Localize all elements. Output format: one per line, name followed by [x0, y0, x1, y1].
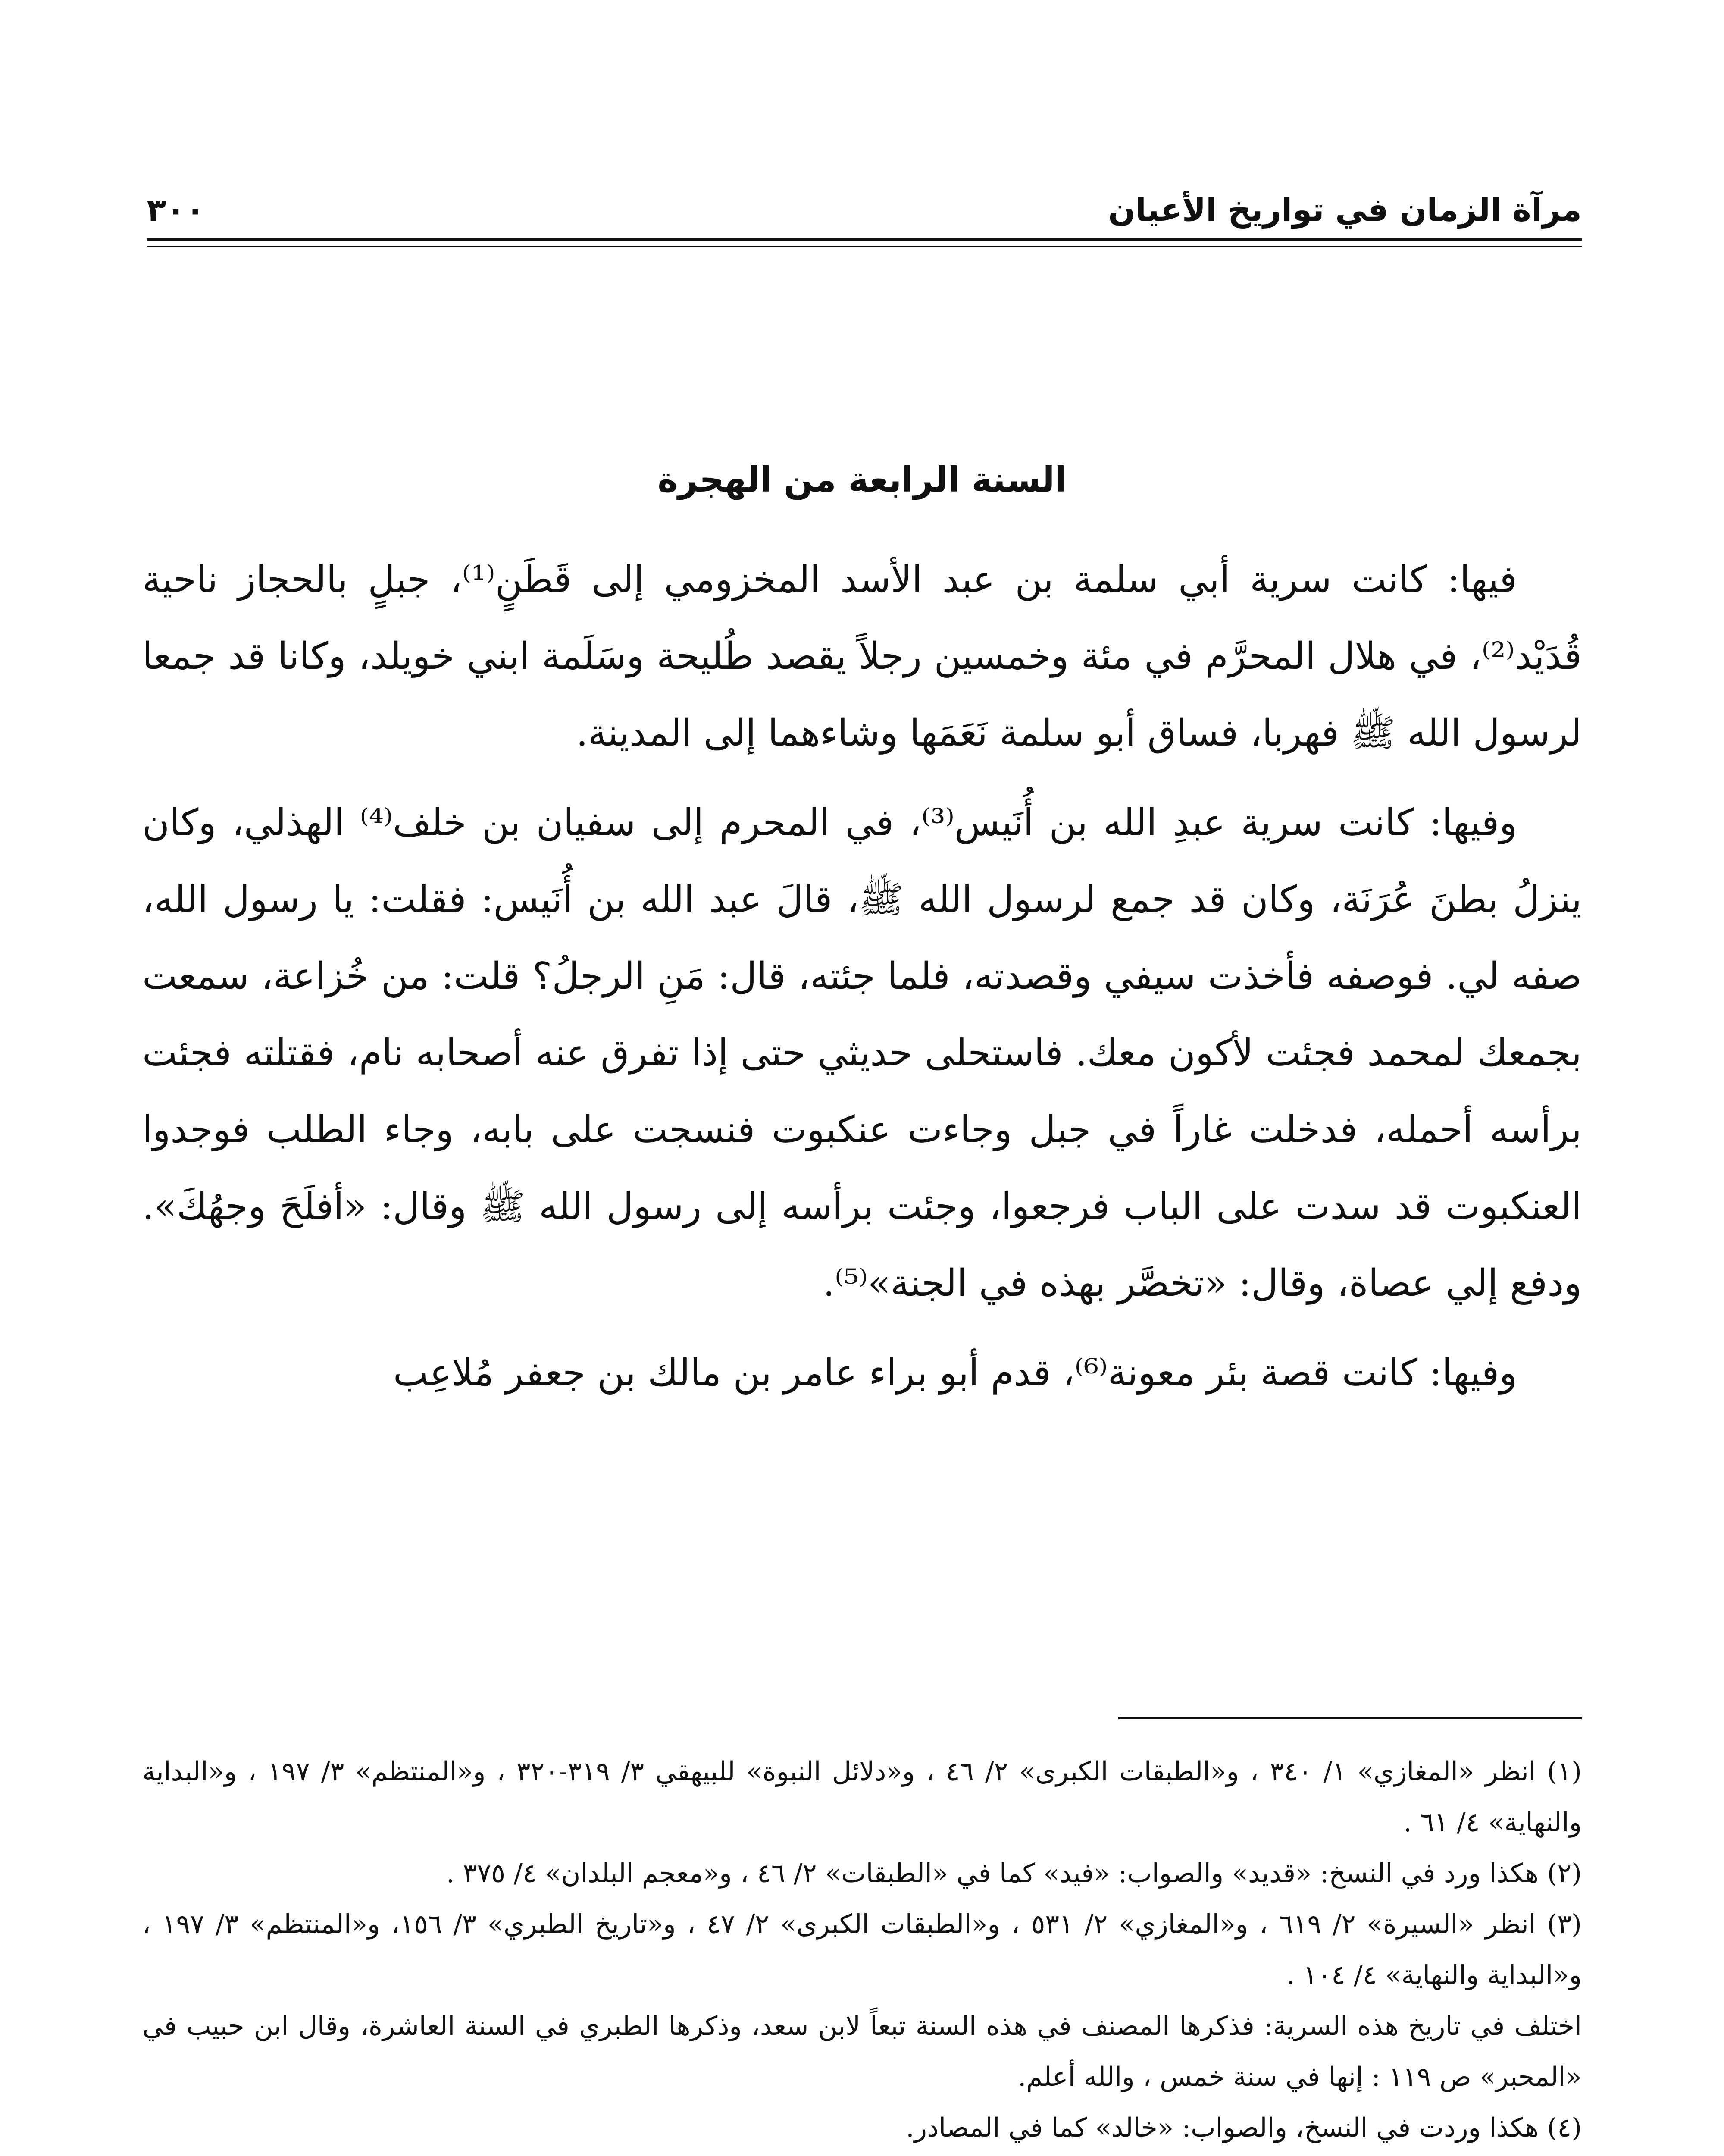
- section-heading: السنة الرابعة من الهجرة: [657, 460, 1067, 500]
- footnote-3-note: اختلف في تاريخ هذه السرية: فذكرها المصنف في هذه السنة تبعاً لابن سعد، وذكرها الطبري في السنة العاشرة، وقال ابن حبيب في «المحبر» ص ١١٩ : إنها في سنة خمس ، والله أعلم.: [142, 2011, 1582, 2092]
- page-number: ٣٠٠: [147, 191, 205, 229]
- footnote-5: [142, 2153, 1582, 2156]
- main-text: [142, 541, 1582, 1424]
- header-divider: [147, 238, 1582, 241]
- footnote-separator: [1118, 1717, 1582, 1719]
- footnotes: [142, 1746, 1582, 2156]
- paragraph: وفيها: كانت قصة بئر معونة⁽⁶⁾، قدم أبو براء عامر بن مالك بن جعفر مُلاعِب: [393, 1351, 1517, 1395]
- running-header: [147, 177, 1582, 241]
- footnote-4: (٤) هكذا وردت في النسخ، والصواب: «خالد» كما في المصادر.: [906, 2112, 1582, 2143]
- book-title: مرآة الزمان في تواريخ الأعيان: [1108, 191, 1582, 229]
- footnote-2: (٢) هكذا ورد في النسخ: «قديد» والصواب: «فيد» كما في «الطبقات» ٢/ ٤٦ ، و«معجم البلدان» ٤/ ٣٧٥ .: [446, 1858, 1582, 1889]
- footnote-3: (٣) انظر «السيرة» ٢/ ٦١٩ ، و«المغازي» ٢/ ٥٣١ ، و«الطبقات الكبرى» ٢/ ٤٧ ، و«تاريخ الطبري» ٣/ ١٥٦، و«المنتظم» ٣/ ١٩٧ ، و«البداية والنهاية» ٤/ ١٠٤ .: [142, 1909, 1582, 1990]
- footnote-1: (١) انظر «المغازي» ١/ ٣٤٠ ، و«الطبقات الكبرى» ٢/ ٤٦ ، و«دلائل النبوة» للبيهقي ٣/ ٣١٩-٣٢٠ ، و«المنتظم» ٣/ ١٩٧ ، و«البداية والنهاية» ٤/ ٦١ .: [142, 1756, 1582, 1838]
- paragraph: فيها: كانت سرية أبي سلمة بن عبد الأسد المخزومي إلى قَطَنٍ⁽¹⁾، جبلٍ بالحجاز ناحية قُدَيْد⁽²⁾، في هلال المحرَّم في مئة وخمسين رجلاً يقصد طُليحة وسَلَمة ابني خويلد، وكانا قد جمعا لرسول الله ﷺ فهربا، فساق أبو سلمة نَعَمَها وشاءهما إلى المدينة.: [142, 558, 1582, 755]
- paragraph: وفيها: كانت سرية عبدِ الله بن أُنَيس⁽³⁾، في المحرم إلى سفيان بن خلف⁽⁴⁾ الهذلي، وكان ينزلُ بطنَ عُرَنَة، وكان قد جمع لرسول الله ﷺ، قالَ عبد الله بن أُنَيس: فقلت: يا رسول الله، صفه لي. فوصفه فأخذت سيفي وقصدته، فلما جئته، قال: مَنِ الرجلُ؟ قلت: من خُزاعة، سمعت بجمعك لمحمد فجئت لأكون معك. فاستحلى حديثي حتى إذا تفرق عنه أصحابه نام، فقتلته فجئت برأسه أحمله، فدخلت غاراً في جبل وجاءت عنكبوت فنسجت على بابه، وجاء الطلب فوجدوا العنكبوت قد سدت على الباب فرجعوا، وجئت برأسه إلى رسول الله ﷺ وقال: «أفلَحَ وجهُكَ». ودفع إلي عصاة، وقال: «تخصَّر بهذه في الجنة»⁽⁵⁾.: [142, 801, 1582, 1305]
